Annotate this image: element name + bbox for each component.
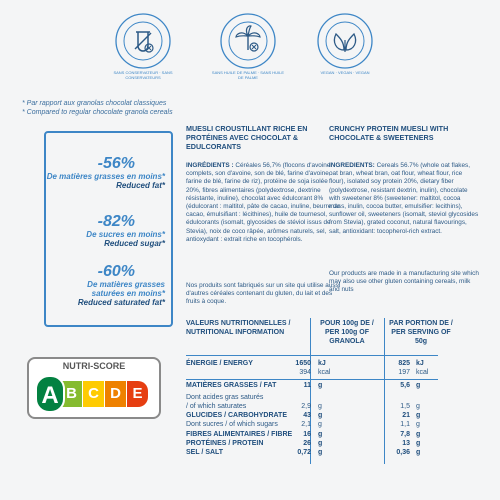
- claim-sugar-fr: De sucres en moins*: [86, 230, 165, 239]
- claim-satfat: [46, 263, 171, 307]
- no-preservatives-badge: [113, 12, 173, 80]
- per-serving-value: 1,1: [400, 421, 410, 428]
- nutrient-label: MATIÈRES GRASSES / FAT: [186, 382, 277, 389]
- per100g-value: 26: [303, 440, 311, 447]
- per100g-unit: kJ: [318, 360, 326, 367]
- no-palm-oil-icon: [219, 12, 277, 70]
- no-preservatives-text: SANS CONSERVATEUR · SANS CONSERVATEURS: [113, 70, 173, 80]
- claims-box: [44, 131, 173, 327]
- claim-satfat-pct: -60%: [97, 263, 135, 280]
- nutri-score-grades: [35, 375, 153, 413]
- nutri-score-grade-a: A: [35, 375, 65, 413]
- nutri-score-grade-c: C: [83, 381, 104, 407]
- claim-fat-fr: De matières grasses en moins*: [46, 172, 165, 181]
- per100g-value: 43: [303, 412, 311, 419]
- per-serving-value: 5,6: [400, 382, 410, 389]
- en-ingredients: INGREDIENTS: Cereals 56.7% (whole oat flakes, oat bran, wheat bran, oat flour, wheat flour, rice flour), isolated soy protein 20%, dietary fiber (polydextrose, resistant dextrin, inulin), chocolate with sweetener 8% (sweetener: maltitol, cocoa mass, inulin, cocoa butter, emulsifier: lecithins), sunflower oil, sweeteners (isomalt, steviol glycosides from Stevia), grated coconut, natural flavourings, salt, antioxidant: tocopherol-rich extract.: [329, 162, 479, 235]
- nutrient-label: Dont acides gras saturés: [186, 394, 264, 401]
- en-allergen-note: Our products are made in a manufacturing site which may also use other gluten containing cereals, milk and nuts: [329, 270, 479, 294]
- table-head-per100g: POUR 100g DE / PER 100g OF GRANOLA: [320, 320, 374, 345]
- nutrient-label: / of which saturates: [186, 403, 247, 410]
- per-serving-value: 1,5: [400, 403, 410, 410]
- nutri-score-label: [27, 357, 161, 419]
- nutrient-label: Dont sucres / of which sugars: [186, 421, 278, 428]
- table-head-label: VALEURS NUTRITIONNELLES / NUTRITIONAL INFORMATION: [186, 320, 291, 336]
- no-palm-oil-text: SANS HUILE DE PALME · SANS HUILE DE PALME: [211, 70, 285, 80]
- per-serving-value: 13: [402, 440, 410, 447]
- claim-fat: [46, 155, 171, 190]
- per100g-unit: g: [318, 421, 322, 428]
- claim-satfat-en: Reduced saturated fat*: [77, 298, 165, 307]
- per100g-unit: kcal: [318, 369, 331, 376]
- claim-fat-en: Reduced fat*: [116, 181, 165, 190]
- nutrient-label: SEL / SALT: [186, 449, 224, 456]
- footnotes: [22, 99, 173, 117]
- footnote-fr: * Par rapport aux granolas chocolat classiques: [22, 100, 167, 107]
- per-serving-unit: kcal: [416, 369, 429, 376]
- footnote-en: * Compared to regular chocolate granola cereals: [22, 109, 173, 116]
- per-serving-value: 7,8: [400, 431, 410, 438]
- per100g-value: 2,9: [301, 403, 311, 410]
- claim-sugar-en: Reduced sugar*: [104, 239, 165, 248]
- table-rule: [186, 379, 438, 380]
- per100g-value: 11: [303, 382, 311, 389]
- per-serving-unit: kJ: [416, 360, 424, 367]
- claim-sugar-pct: -82%: [97, 213, 135, 230]
- per-serving-unit: g: [416, 412, 421, 419]
- fr-ingredients-text: Céréales 56,7% (flocons d'avoine complets, son d'avoine, son de blé, farine d'avoine, farine de blé, farine de riz), protéine de soja isolée 20%, fibres alimentaires (polydextrose, dextrine résistante, inuline), chocolat avec édulcorant 8% (édulcorant : maltitol, pâte de cacao, inuline, beurre de cacao, émulsifiant : lécithines), huile de tournesol, édulcorants (isomalt, glycosides de stéviol issus de Stevia), noix de coco râpée, arômes naturels, sel, antioxydant : extrait riche en tocophérols.: [186, 162, 341, 243]
- per100g-unit: g: [318, 403, 322, 410]
- en-product-title: CRUNCHY PROTEIN MUESLI WITH CHOCOLATE & SWEETENERS: [329, 124, 449, 142]
- fr-allergen-note: Nos produits sont fabriqués sur un site qui utilise aussi d'autres céréales contenant du gluten, du lait et des fruits à coque.: [186, 282, 341, 306]
- per100g-value: 0,72: [297, 449, 311, 456]
- per-serving-value: 21: [402, 412, 410, 419]
- claim-fat-pct: -56%: [97, 155, 135, 172]
- fr-ingredients: INGRÉDIENTS : Céréales 56,7% (flocons d'avoine complets, son d'avoine, son de blé, farine d'avoine, farine de blé, farine de riz), protéine de soja isolée 20%, fibres alimentaires (polydextrose, dextrine résistante, inuline), chocolat avec édulcorant 8% (édulcorant : maltitol, pâte de cacao, inuline, beurre de cacao, émulsifiant : lécithines), huile de tournesol, édulcorants (isomalt, glycosides de stéviol issus de Stevia), noix de coco râpée, arômes naturels, sel, antioxydant : extrait riche en tocophérols.: [186, 162, 341, 243]
- table-rule: [186, 355, 438, 356]
- per-serving-value: 825: [398, 360, 410, 367]
- per-serving-unit: g: [416, 440, 421, 447]
- per100g-unit: g: [318, 412, 323, 419]
- per100g-value: 1650: [295, 360, 311, 367]
- nutrient-label: ÉNERGIE / ENERGY: [186, 360, 253, 367]
- en-ingredients-text: Cereals 56.7% (whole oat flakes, oat bran, wheat bran, oat flour, wheat flour, rice flour), isolated soy protein 20%, dietary fiber (polydextrose, resistant dextrin, inulin), chocolate with sweetener 8% (sweetener: maltitol, cocoa mass, inulin, cocoa butter, emulsifier: lecithins), sunflower oil, sweeteners (isomalt, steviol glycosides from Stevia), grated coconut, natural flavourings, salt, antioxidant: tocopherol-rich extract.: [329, 162, 479, 235]
- vegan-leaf-icon: [316, 12, 374, 70]
- nutri-score-grade-e: E: [127, 381, 148, 407]
- nutrient-label: PROTÉINES / PROTEIN: [186, 440, 264, 447]
- claim-satfat-fr: De matières grasses saturées en moins*: [87, 280, 165, 298]
- per-serving-unit: g: [416, 421, 420, 428]
- per100g-value: 16: [303, 431, 311, 438]
- nutrient-label: GLUCIDES / CARBOHYDRATE: [186, 412, 287, 419]
- per-serving-unit: g: [416, 449, 421, 456]
- per100g-unit: g: [318, 382, 323, 389]
- per-serving-value: 197: [398, 369, 410, 376]
- per100g-value: 394: [299, 369, 311, 376]
- per100g-unit: g: [318, 431, 323, 438]
- claim-sugar: [46, 213, 171, 248]
- nutri-score-grade-b: B: [61, 381, 82, 407]
- per-serving-unit: g: [416, 431, 421, 438]
- per100g-unit: g: [318, 449, 323, 456]
- no-preservatives-icon: [114, 12, 172, 70]
- table-head-per-serving: PAR PORTION DE / PER SERVING OF 50g: [389, 320, 453, 345]
- vegan-text: VEGAN · VEGAN · VEGAN: [320, 70, 370, 75]
- vegan-badge: [316, 12, 374, 75]
- no-palm-oil-badge: [211, 12, 285, 80]
- fr-product-title: MUESLI CROUSTILLANT RICHE EN PROTÉINES AVEC CHOCOLAT & EDULCORANTS: [186, 124, 308, 151]
- nutrient-label: FIBRES ALIMENTAIRES / FIBRE: [186, 431, 293, 438]
- per-serving-value: 0,36: [396, 449, 410, 456]
- per100g-value: 2,1: [301, 421, 311, 428]
- table-divider: [384, 318, 385, 464]
- nutri-score-title: NUTRI-SCORE: [62, 361, 126, 371]
- nutri-score-grade-d: D: [105, 381, 126, 407]
- per100g-unit: g: [318, 440, 323, 447]
- per-serving-unit: g: [416, 382, 421, 389]
- per-serving-unit: g: [416, 403, 420, 410]
